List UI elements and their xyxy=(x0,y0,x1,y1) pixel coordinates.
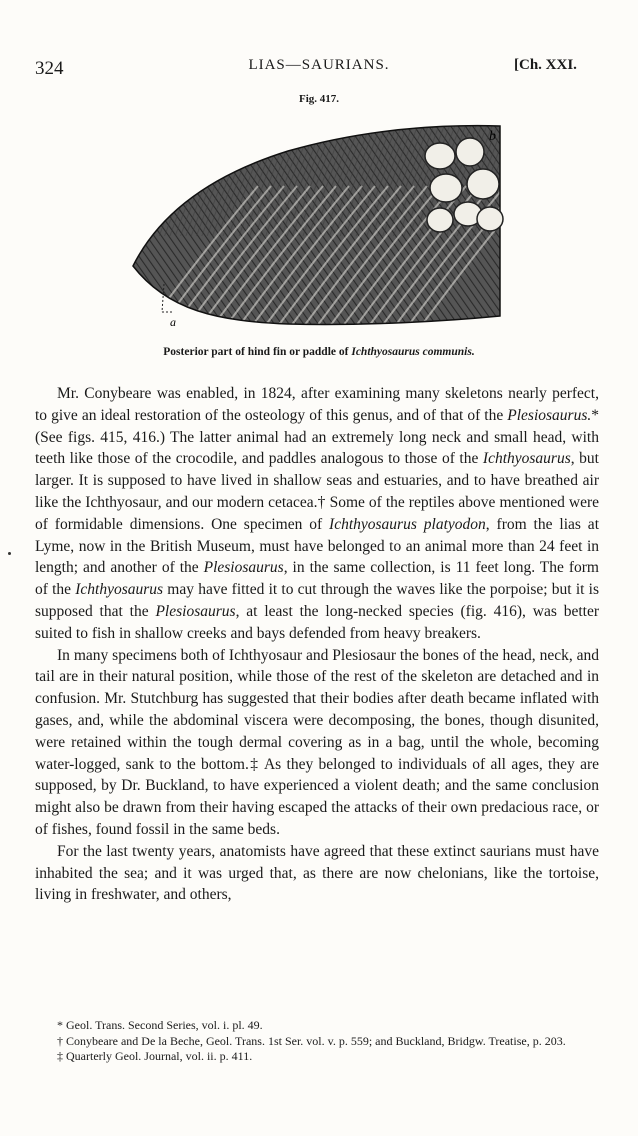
chapter-reference: [Ch. XXI. xyxy=(514,57,577,73)
paddle-fossil-illustration xyxy=(128,116,514,332)
paragraph-2 xyxy=(35,645,599,841)
text-run: Mr. Conybeare was enabled, in 1824, after examining many skeletons nearly perfect, to give an ideal restoration of the osteology of this genus, and of that of the xyxy=(35,385,599,424)
text-run: may have fitted it to cut through the waves like the porpoise; but it is supposed that the xyxy=(35,581,599,620)
paragraph-1 xyxy=(35,383,599,645)
text-run: For the last twenty years, anatomists have agreed that these extinct saurians must have inhabited the sea; and it was urged that, as there are now chelonians, like the tortoise, living in freshwater, and others, xyxy=(35,842,599,904)
text-run: * (See figs. 415, 416.) The latter animal had an extremely long neck and small head, with teeth like those of the crocodile, and paddles analogous to those of the xyxy=(35,406,599,468)
text-run: , from the lias at Lyme, now in the British Museum, must have belonged to an animal more than 24 feet in length; and another of the xyxy=(35,515,599,577)
italic-term: Plesiosaurus. xyxy=(507,406,592,424)
page-speck xyxy=(8,552,11,555)
text-run: , but larger. It is supposed to have lived in shallow seas and estuaries, and to have breathed air like the Ichthyosaur, and our modern cetacea.† Some of the reptiles above mentioned were of formidable dimensions. One specimen of xyxy=(35,450,599,533)
footnotes xyxy=(35,1018,599,1065)
footnote-2: † Conybeare and De la Beche, Geol. Trans. 1st Ser. vol. v. p. 559; and Buckland, Bridgw. Treatise, p. 203. xyxy=(57,1033,566,1048)
text-run: In many specimens both of Ichthyosaur and Plesiosaur the bones of the head, neck, and tail are in their natural position, while those of the rest of the skeleton are detached and in confusion. Mr. Stutchburg has suggested that their bodies after death became inflated with gases, and, while the abdominal viscera were decomposing, the bones, though disunited, were retained within the tough dermal covering as in a bag, until the whole, becoming water-logged, sank to the bottom.‡ As they belonged to individuals of all ages, they are supposed, by Dr. Buckland, to have experienced a violent death; and the same conclusion might also be drawn from their having escaped the attacks of their own predacious race, or of fishes, found fossil in the same beds. xyxy=(35,646,599,838)
footnote-3: ‡ Quarterly Geol. Journal, vol. ii. p. 411. xyxy=(57,1049,253,1063)
italic-term: Ichthyosaurus xyxy=(75,581,164,599)
figure-letter-a: a xyxy=(170,315,176,329)
text-run: , in the same collection, is 11 feet long. The form of the xyxy=(35,559,599,599)
italic-term: Ichthyosaurus platyodon xyxy=(329,515,486,533)
body-text xyxy=(35,383,599,906)
paragraph-3 xyxy=(35,841,599,906)
italic-term: Ichthyosaurus xyxy=(482,450,571,468)
caption-species: Ichthyosaurus communis. xyxy=(351,346,475,358)
text-run: , at least the long-necked species (fig. 416), was better suited to fish in shallow creeks and bays defended from heavy breakers. xyxy=(35,602,600,642)
figure-letter-b: b xyxy=(489,129,496,144)
footnote-1: * Geol. Trans. Second Series, vol. i. pl. 49. xyxy=(57,1018,263,1032)
figure-label: Fig. 417. xyxy=(298,93,340,105)
caption-text: Posterior part of hind fin or paddle of xyxy=(163,346,352,358)
running-title: LIAS—SAURIANS. xyxy=(248,57,390,73)
page-number: 324 xyxy=(35,58,64,79)
italic-term: Plesiosaurus xyxy=(203,559,284,577)
italic-term: Plesiosaurus xyxy=(155,602,236,620)
figure-caption xyxy=(0,346,638,358)
